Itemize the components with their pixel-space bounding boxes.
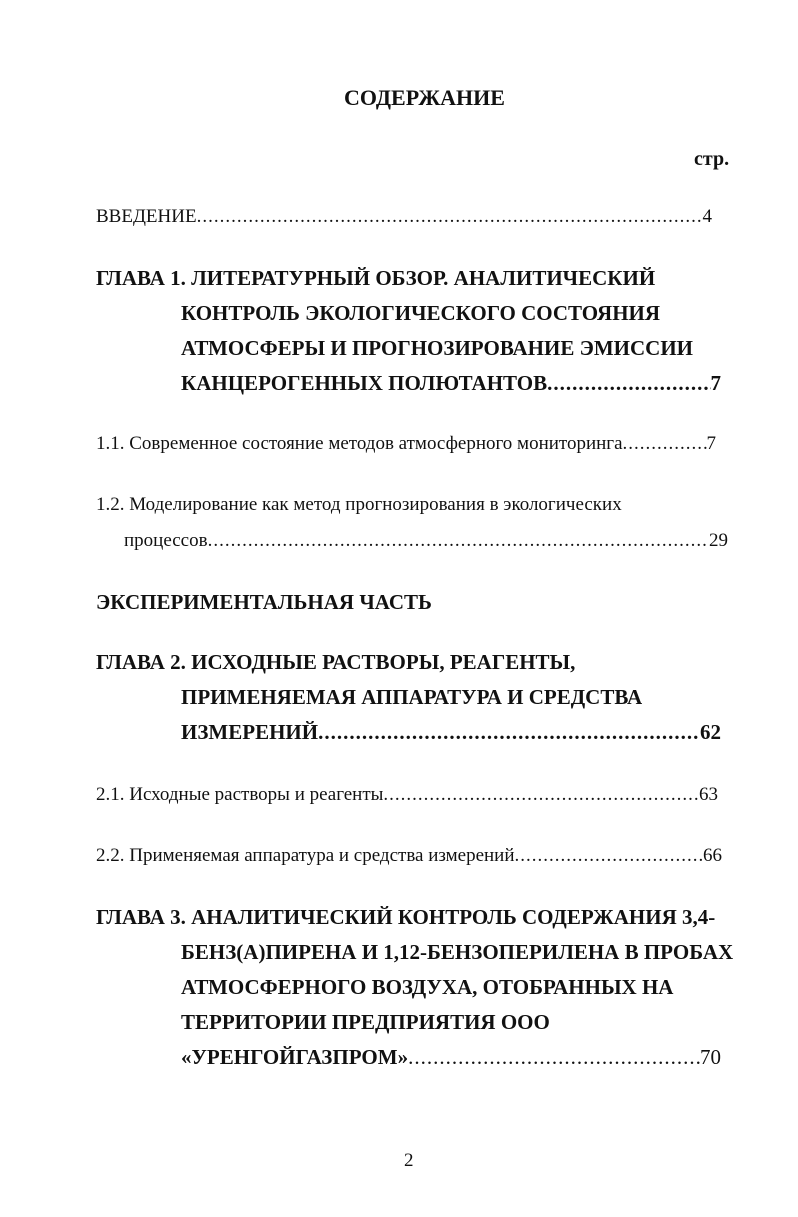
toc-entry-label: 1.1. Современное состояние методов атмосферного мониторинга <box>96 433 623 454</box>
toc-chapter1-line3: АТМОСФЕРЫ И ПРОГНОЗИРОВАНИЕ ЭМИССИИ <box>181 336 693 360</box>
toc-chapter3-line3: АТМОСФЕРНОГО ВОЗДУХА, ОТОБРАННЫХ НА <box>181 975 674 999</box>
toc-entry-page: 29 <box>709 530 728 551</box>
toc-entry-label: 2.2. Применяемая аппаратура и средства измерений <box>96 845 515 866</box>
toc-chapter3-line2: БЕНЗ(А)ПИРЕНА И 1,12-БЕНЗОПЕРИЛЕНА В ПРОБАХ <box>181 940 734 964</box>
toc-chapter1-line2: КОНТРОЛЬ ЭКОЛОГИЧЕСКОГО СОСТОЯНИЯ <box>181 301 661 325</box>
toc-entry-page: 7 <box>710 371 721 395</box>
page-column-label: стр. <box>694 148 730 170</box>
toc-entry-intro[interactable] <box>96 206 712 228</box>
toc-chapter1-line1: ГЛАВА 1. ЛИТЕРАТУРНЫЙ ОБЗОР. АНАЛИТИЧЕСКИЙ <box>96 266 656 290</box>
toc-entry-page: 7 <box>706 433 716 454</box>
toc-entry-chapter1[interactable] <box>181 371 721 396</box>
toc-entry-page: 4 <box>702 206 712 227</box>
dot-leader <box>197 206 703 228</box>
toc-entry-2-2[interactable] <box>96 845 722 867</box>
dot-leader <box>547 371 710 396</box>
toc-chapter3-line1: ГЛАВА 3. АНАЛИТИЧЕСКИЙ КОНТРОЛЬ СОДЕРЖАНИЯ 3,4- <box>96 905 716 929</box>
toc-entry-label: ИЗМЕРЕНИЙ <box>181 720 319 744</box>
toc-chapter2-line1: ГЛАВА 2. ИСХОДНЫЕ РАСТВОРЫ, РЕАГЕНТЫ, <box>96 650 576 674</box>
toc-entry-page: 62 <box>700 720 721 744</box>
toc-entry-label: ВВЕДЕНИЕ <box>96 206 197 227</box>
dot-leader <box>318 720 700 745</box>
dot-leader <box>515 845 703 867</box>
page-title: СОДЕРЖАНИЕ <box>344 85 505 110</box>
dot-leader <box>408 1045 700 1070</box>
toc-entry-1-1[interactable] <box>96 433 716 455</box>
page-number: 2 <box>404 1150 414 1171</box>
toc-entry-label: процессов <box>124 530 208 551</box>
toc-entry-chapter2[interactable] <box>181 720 721 745</box>
toc-entry-page: 70 <box>700 1045 721 1069</box>
toc-entry-1-2[interactable] <box>124 530 728 552</box>
toc-entry-2-1[interactable] <box>96 784 718 806</box>
toc-entry-chapter3[interactable] <box>181 1045 721 1070</box>
toc-chapter2-line2: ПРИМЕНЯЕМАЯ АППАРАТУРА И СРЕДСТВА <box>181 685 643 709</box>
toc-section-experimental: ЭКСПЕРИМЕНТАЛЬНАЯ ЧАСТЬ <box>96 590 432 614</box>
toc-entry-page: 66 <box>703 845 722 866</box>
toc-entry-label: 2.1. Исходные растворы и реагенты <box>96 784 384 805</box>
dot-leader <box>383 784 699 806</box>
toc-entry-page: 63 <box>699 784 718 805</box>
dot-leader <box>623 433 707 455</box>
toc-chapter3-line4: ТЕРРИТОРИИ ПРЕДПРИЯТИЯ ООО <box>181 1010 550 1034</box>
toc-entry-label: КАНЦЕРОГЕННЫХ ПОЛЮТАНТОВ <box>181 371 548 395</box>
dot-leader <box>208 530 709 552</box>
toc-entry-1-2-line1: 1.2. Моделирование как метод прогнозирования в экологических <box>96 494 622 515</box>
toc-entry-label: «УРЕНГОЙГАЗПРОМ» <box>181 1045 409 1069</box>
